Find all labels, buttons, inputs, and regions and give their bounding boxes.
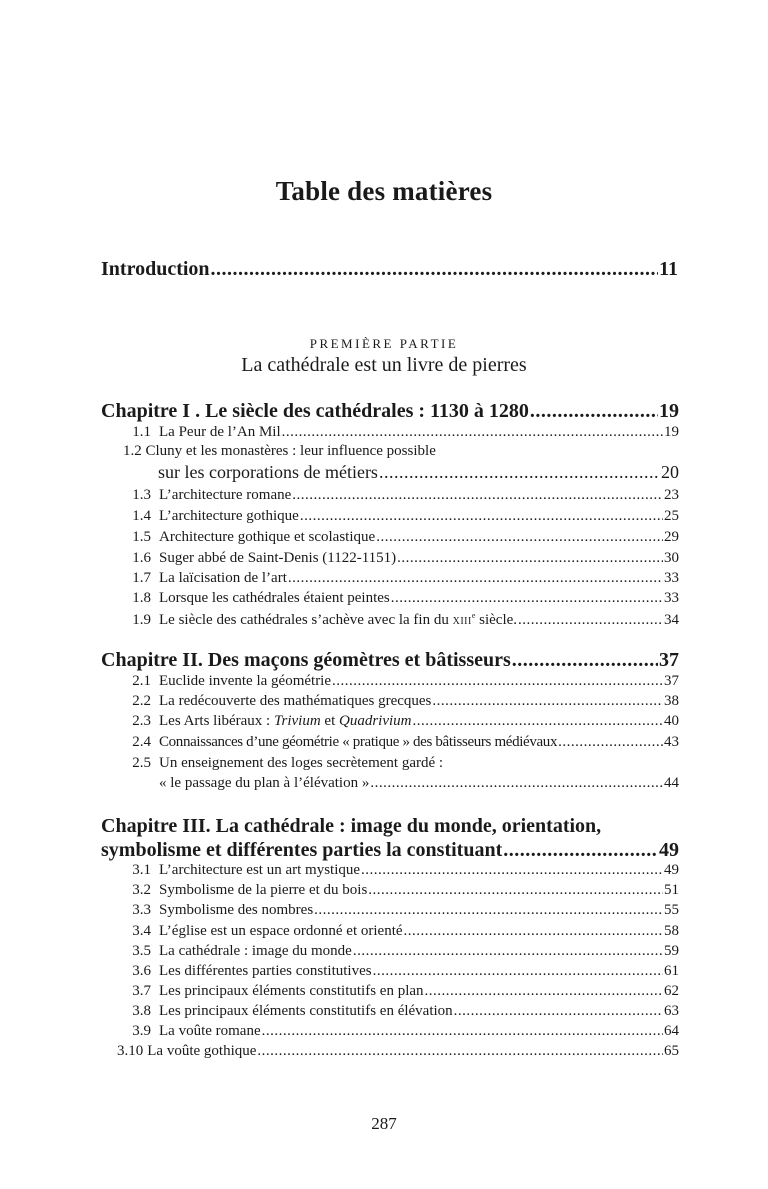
section-label: « le passage du plan à l’élévation » bbox=[159, 775, 370, 791]
toc-section[interactable] bbox=[117, 693, 679, 710]
section-page: 33 bbox=[664, 590, 679, 606]
section-label: Les différentes parties constitutives bbox=[159, 963, 372, 979]
toc-section-1-2-line1[interactable]: 1.2 Cluny et les monastères : leur influence possible bbox=[123, 443, 436, 459]
section-number: 2.3 bbox=[132, 713, 151, 729]
section-number: 3.3 bbox=[132, 902, 151, 918]
chapter-1-title: Chapitre I . Le siècle des cathédrales : 1130 à 1280 bbox=[101, 400, 529, 422]
section-label: Les principaux éléments constitutifs en élévation bbox=[159, 1003, 453, 1019]
section-label: L’architecture gothique bbox=[159, 508, 299, 524]
section-page: 25 bbox=[664, 508, 679, 524]
section-label: L’architecture est un art mystique bbox=[159, 862, 361, 878]
section-number: 1.6 bbox=[132, 550, 151, 566]
section-label: Suger abbé de Saint-Denis (1122-1151) bbox=[159, 550, 397, 566]
section-label: Symbolisme de la pierre et du bois bbox=[159, 882, 368, 898]
toc-section[interactable] bbox=[117, 983, 679, 1000]
section-label: Architecture gothique et scolastique bbox=[159, 529, 376, 545]
section-number: 1.3 bbox=[132, 487, 151, 503]
section-number: 1.7 bbox=[132, 570, 151, 586]
toc-section[interactable] bbox=[117, 755, 443, 772]
toc-section[interactable] bbox=[117, 862, 679, 879]
section-number: 2.2 bbox=[132, 693, 151, 709]
dot-leader bbox=[413, 713, 664, 730]
section-number: 3.8 bbox=[132, 1003, 151, 1019]
section-number: 2.5 bbox=[132, 755, 151, 771]
section-page: 33 bbox=[664, 570, 679, 586]
toc-intro-label: Introduction bbox=[101, 258, 210, 280]
section-number: 3.2 bbox=[132, 882, 151, 898]
section-number: 3.4 bbox=[132, 923, 151, 939]
toc-section[interactable] bbox=[117, 734, 679, 751]
dot-leader bbox=[292, 487, 663, 504]
dot-leader bbox=[404, 923, 663, 940]
toc-section[interactable] bbox=[117, 590, 679, 607]
toc-section[interactable] bbox=[117, 1023, 679, 1040]
dot-leader bbox=[314, 902, 663, 919]
toc-section[interactable] bbox=[117, 529, 679, 546]
section-label: La voûte gothique bbox=[147, 1043, 257, 1059]
toc-chapter-3[interactable] bbox=[101, 839, 679, 862]
toc-section[interactable] bbox=[117, 487, 679, 504]
dot-leader bbox=[370, 775, 663, 792]
section-label: La laïcisation de l’art bbox=[159, 570, 287, 586]
section-label: Les principaux éléments constitutifs en plan bbox=[159, 983, 424, 999]
section-number: 3.7 bbox=[132, 983, 151, 999]
toc-intro-page: 11 bbox=[659, 258, 678, 280]
dot-leader bbox=[257, 1043, 663, 1060]
section-number: 3.9 bbox=[132, 1023, 151, 1039]
toc-section[interactable] bbox=[117, 550, 679, 567]
section-number: 1.9 bbox=[132, 612, 151, 628]
dot-leader bbox=[288, 570, 663, 587]
section-label: Connaissances d’une géométrie « pratique » des bâtisseurs médiévaux bbox=[159, 734, 558, 750]
dot-leader bbox=[503, 839, 658, 862]
section-label: Le siècle des cathédrales s’achève avec la fin du XIIIe siècle. bbox=[159, 611, 518, 628]
section-label: sur les corporations de métiers bbox=[158, 462, 378, 482]
chapter-3-page: 49 bbox=[659, 839, 679, 861]
section-number: 1.1 bbox=[132, 424, 151, 440]
chapter-1-page: 19 bbox=[659, 400, 679, 422]
section-number: 1.5 bbox=[132, 529, 151, 545]
section-page: 65 bbox=[664, 1043, 679, 1059]
toc-section[interactable] bbox=[117, 611, 679, 629]
dot-leader bbox=[300, 508, 663, 525]
toc-section[interactable] bbox=[117, 963, 679, 980]
section-label: La redécouverte des mathématiques grecques bbox=[159, 693, 432, 709]
section-page: 20 bbox=[661, 462, 679, 482]
section-label: L’église est un espace ordonné et orienté bbox=[159, 923, 403, 939]
section-page: 37 bbox=[664, 673, 679, 689]
dot-leader bbox=[353, 943, 663, 960]
section-number: 2.4 bbox=[132, 734, 151, 750]
section-page: 55 bbox=[664, 902, 679, 918]
section-page: 30 bbox=[664, 550, 679, 566]
toc-section[interactable] bbox=[117, 943, 679, 960]
section-number: 1.8 bbox=[132, 590, 151, 606]
dot-leader bbox=[512, 649, 658, 672]
section-number: 3.1 bbox=[132, 862, 151, 878]
part-title: La cathédrale est un livre de pierres bbox=[241, 354, 527, 376]
section-page: 51 bbox=[664, 882, 679, 898]
section-label: L’architecture romane bbox=[159, 487, 292, 503]
section-page: 44 bbox=[664, 775, 679, 791]
section-page: 49 bbox=[664, 862, 679, 878]
dot-leader bbox=[425, 983, 663, 1000]
section-number: 2.1 bbox=[132, 673, 151, 689]
chapter-2-title: Chapitre II. Des maçons géomètres et bâtisseurs bbox=[101, 649, 511, 671]
toc-section[interactable] bbox=[117, 673, 679, 690]
section-page: 62 bbox=[664, 983, 679, 999]
toc-section[interactable] bbox=[117, 1043, 679, 1060]
section-label: Un enseignement des loges secrètement gardé : bbox=[159, 755, 444, 771]
section-number: 3.5 bbox=[132, 943, 151, 959]
section-page: 58 bbox=[664, 923, 679, 939]
toc-chapter-1[interactable] bbox=[101, 400, 679, 423]
dot-leader bbox=[518, 612, 663, 629]
section-label: Lorsque les cathédrales étaient peintes bbox=[159, 590, 390, 606]
section-page: 38 bbox=[664, 693, 679, 709]
section-page: 61 bbox=[664, 963, 679, 979]
section-label: La cathédrale : image du monde bbox=[159, 943, 352, 959]
dot-leader bbox=[432, 693, 663, 710]
page-number: 287 bbox=[371, 1114, 397, 1133]
toc-intro[interactable] bbox=[101, 258, 678, 281]
section-page: 19 bbox=[664, 424, 679, 440]
dot-leader bbox=[282, 424, 663, 441]
part-label: PREMIÈRE PARTIE bbox=[309, 336, 459, 351]
dot-leader bbox=[397, 550, 663, 567]
section-label: Euclide invente la géométrie bbox=[159, 673, 332, 689]
toc-section[interactable] bbox=[117, 923, 679, 940]
section-label: Symbolisme des nombres bbox=[159, 902, 314, 918]
dot-leader bbox=[558, 734, 663, 751]
toc-section[interactable] bbox=[117, 882, 679, 899]
section-page: 34 bbox=[664, 612, 679, 628]
dot-leader bbox=[361, 862, 663, 879]
section-page: 59 bbox=[664, 943, 679, 959]
toc-section-continued[interactable] bbox=[159, 775, 679, 792]
toc-section[interactable] bbox=[117, 713, 679, 730]
chapter-3-title-line2: symbolisme et différentes parties la constituant bbox=[101, 839, 503, 861]
section-page: 29 bbox=[664, 529, 679, 545]
dot-leader bbox=[332, 673, 663, 690]
section-page: 64 bbox=[664, 1023, 679, 1039]
section-label: Les Arts libéraux : Trivium et Quadrivium bbox=[159, 713, 412, 729]
section-number: 1.4 bbox=[132, 508, 151, 524]
dot-leader bbox=[454, 1003, 663, 1020]
section-number: 3.6 bbox=[132, 963, 151, 979]
chapter-2-page: 37 bbox=[659, 649, 679, 671]
toc-section[interactable] bbox=[117, 902, 679, 919]
section-page: 63 bbox=[664, 1003, 679, 1019]
dot-leader bbox=[530, 400, 658, 423]
section-label: La voûte romane bbox=[159, 1023, 261, 1039]
section-number: 3.10 bbox=[117, 1043, 144, 1059]
dot-leader bbox=[262, 1023, 663, 1040]
dot-leader bbox=[211, 258, 659, 281]
toc-section[interactable] bbox=[117, 1003, 679, 1020]
section-page: 43 bbox=[664, 734, 679, 750]
page-title: Table des matières bbox=[275, 176, 493, 206]
toc-chapter-2[interactable] bbox=[101, 649, 679, 672]
section-page: 23 bbox=[664, 487, 679, 503]
dot-leader bbox=[379, 462, 660, 483]
dot-leader bbox=[373, 963, 663, 980]
dot-leader bbox=[368, 882, 663, 899]
section-page: 40 bbox=[664, 713, 679, 729]
dot-leader bbox=[391, 590, 663, 607]
toc-section[interactable] bbox=[117, 424, 679, 441]
chapter-3-title-line1[interactable]: Chapitre III. La cathédrale : image du monde, orientation, bbox=[101, 815, 602, 837]
dot-leader bbox=[376, 529, 663, 546]
toc-section[interactable] bbox=[117, 508, 679, 525]
toc-section[interactable] bbox=[117, 570, 679, 587]
section-label: La Peur de l’An Mil bbox=[159, 424, 281, 440]
toc-section[interactable] bbox=[158, 462, 679, 483]
